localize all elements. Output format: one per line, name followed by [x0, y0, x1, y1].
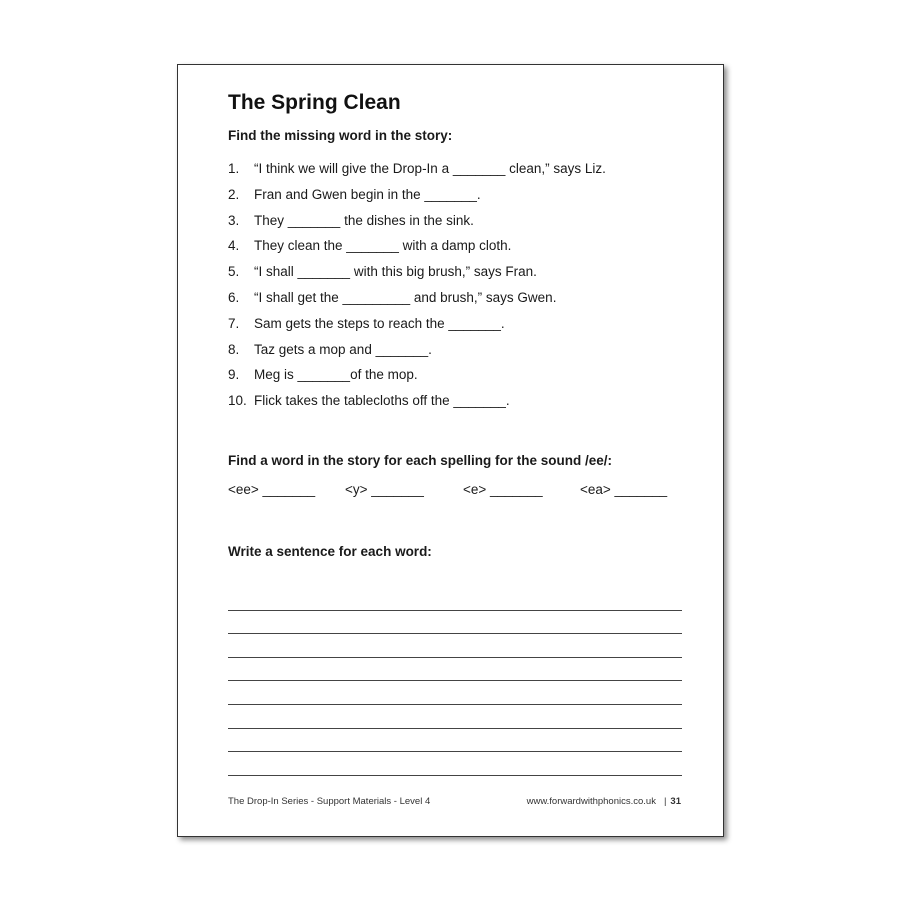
section-heading-missing-word: Find the missing word in the story:: [228, 128, 453, 143]
question-number: 10.: [228, 393, 247, 409]
section-heading-sentences: Write a sentence for each word:: [228, 544, 432, 559]
question-text: Fran and Gwen begin in the _______.: [254, 186, 481, 202]
question-number: 2.: [228, 186, 240, 202]
question-text: Sam gets the steps to reach the _______.: [254, 315, 505, 331]
question-number: 6.: [228, 289, 240, 305]
footer-website: www.forwardwithphonics.co.uk: [526, 796, 656, 807]
writing-line: [228, 658, 682, 682]
question-number: 1.: [228, 161, 240, 176]
writing-line: [228, 705, 682, 729]
writing-line: [228, 681, 682, 705]
question-text: Taz gets a mop and _______.: [254, 341, 432, 357]
question-text: “I shall _______ with this big brush,” says Fran.: [254, 264, 537, 280]
footer-right: [527, 796, 681, 807]
footer-series: The Drop-In Series - Support Materials - Level 4: [228, 796, 431, 807]
question-text: They clean the _______ with a damp cloth.: [254, 238, 512, 254]
section-heading-ee-sound: Find a word in the story for each spelling for the sound /ee/:: [228, 453, 613, 468]
question-number: 3.: [228, 212, 240, 228]
question-number: 5.: [228, 264, 240, 280]
question-number: 4.: [228, 238, 240, 254]
question-text: “I think we will give the Drop-In a _______ clean,” says Liz.: [254, 161, 606, 176]
writing-lines: [228, 587, 682, 776]
sound-spelling-y: <y> _______: [345, 482, 424, 497]
writing-line: [228, 587, 682, 611]
sound-spelling-ea: <ea> _______: [580, 482, 668, 497]
question-number: 8.: [228, 341, 240, 357]
question-text: “I shall get the _________ and brush,” says Gwen.: [254, 289, 557, 305]
question-text: Meg is _______of the mop.: [254, 367, 418, 383]
sound-spelling-e: <e> _______: [463, 482, 543, 497]
question-text: They _______ the dishes in the sink.: [254, 212, 474, 228]
footer-separator: |: [663, 796, 667, 807]
page-title: The Spring Clean: [228, 91, 401, 114]
worksheet-page: [177, 64, 724, 837]
question-number: 9.: [228, 367, 240, 383]
writing-line: [228, 729, 682, 753]
question-number: 7.: [228, 315, 240, 331]
sound-spelling-row: [228, 482, 688, 502]
question-text: Flick takes the tablecloths off the _______.: [254, 393, 510, 409]
writing-line: [228, 611, 682, 635]
sound-spelling-ee: <ee> _______: [228, 482, 316, 497]
page-number: 31: [670, 796, 681, 807]
writing-line: [228, 752, 682, 776]
writing-line: [228, 634, 682, 658]
